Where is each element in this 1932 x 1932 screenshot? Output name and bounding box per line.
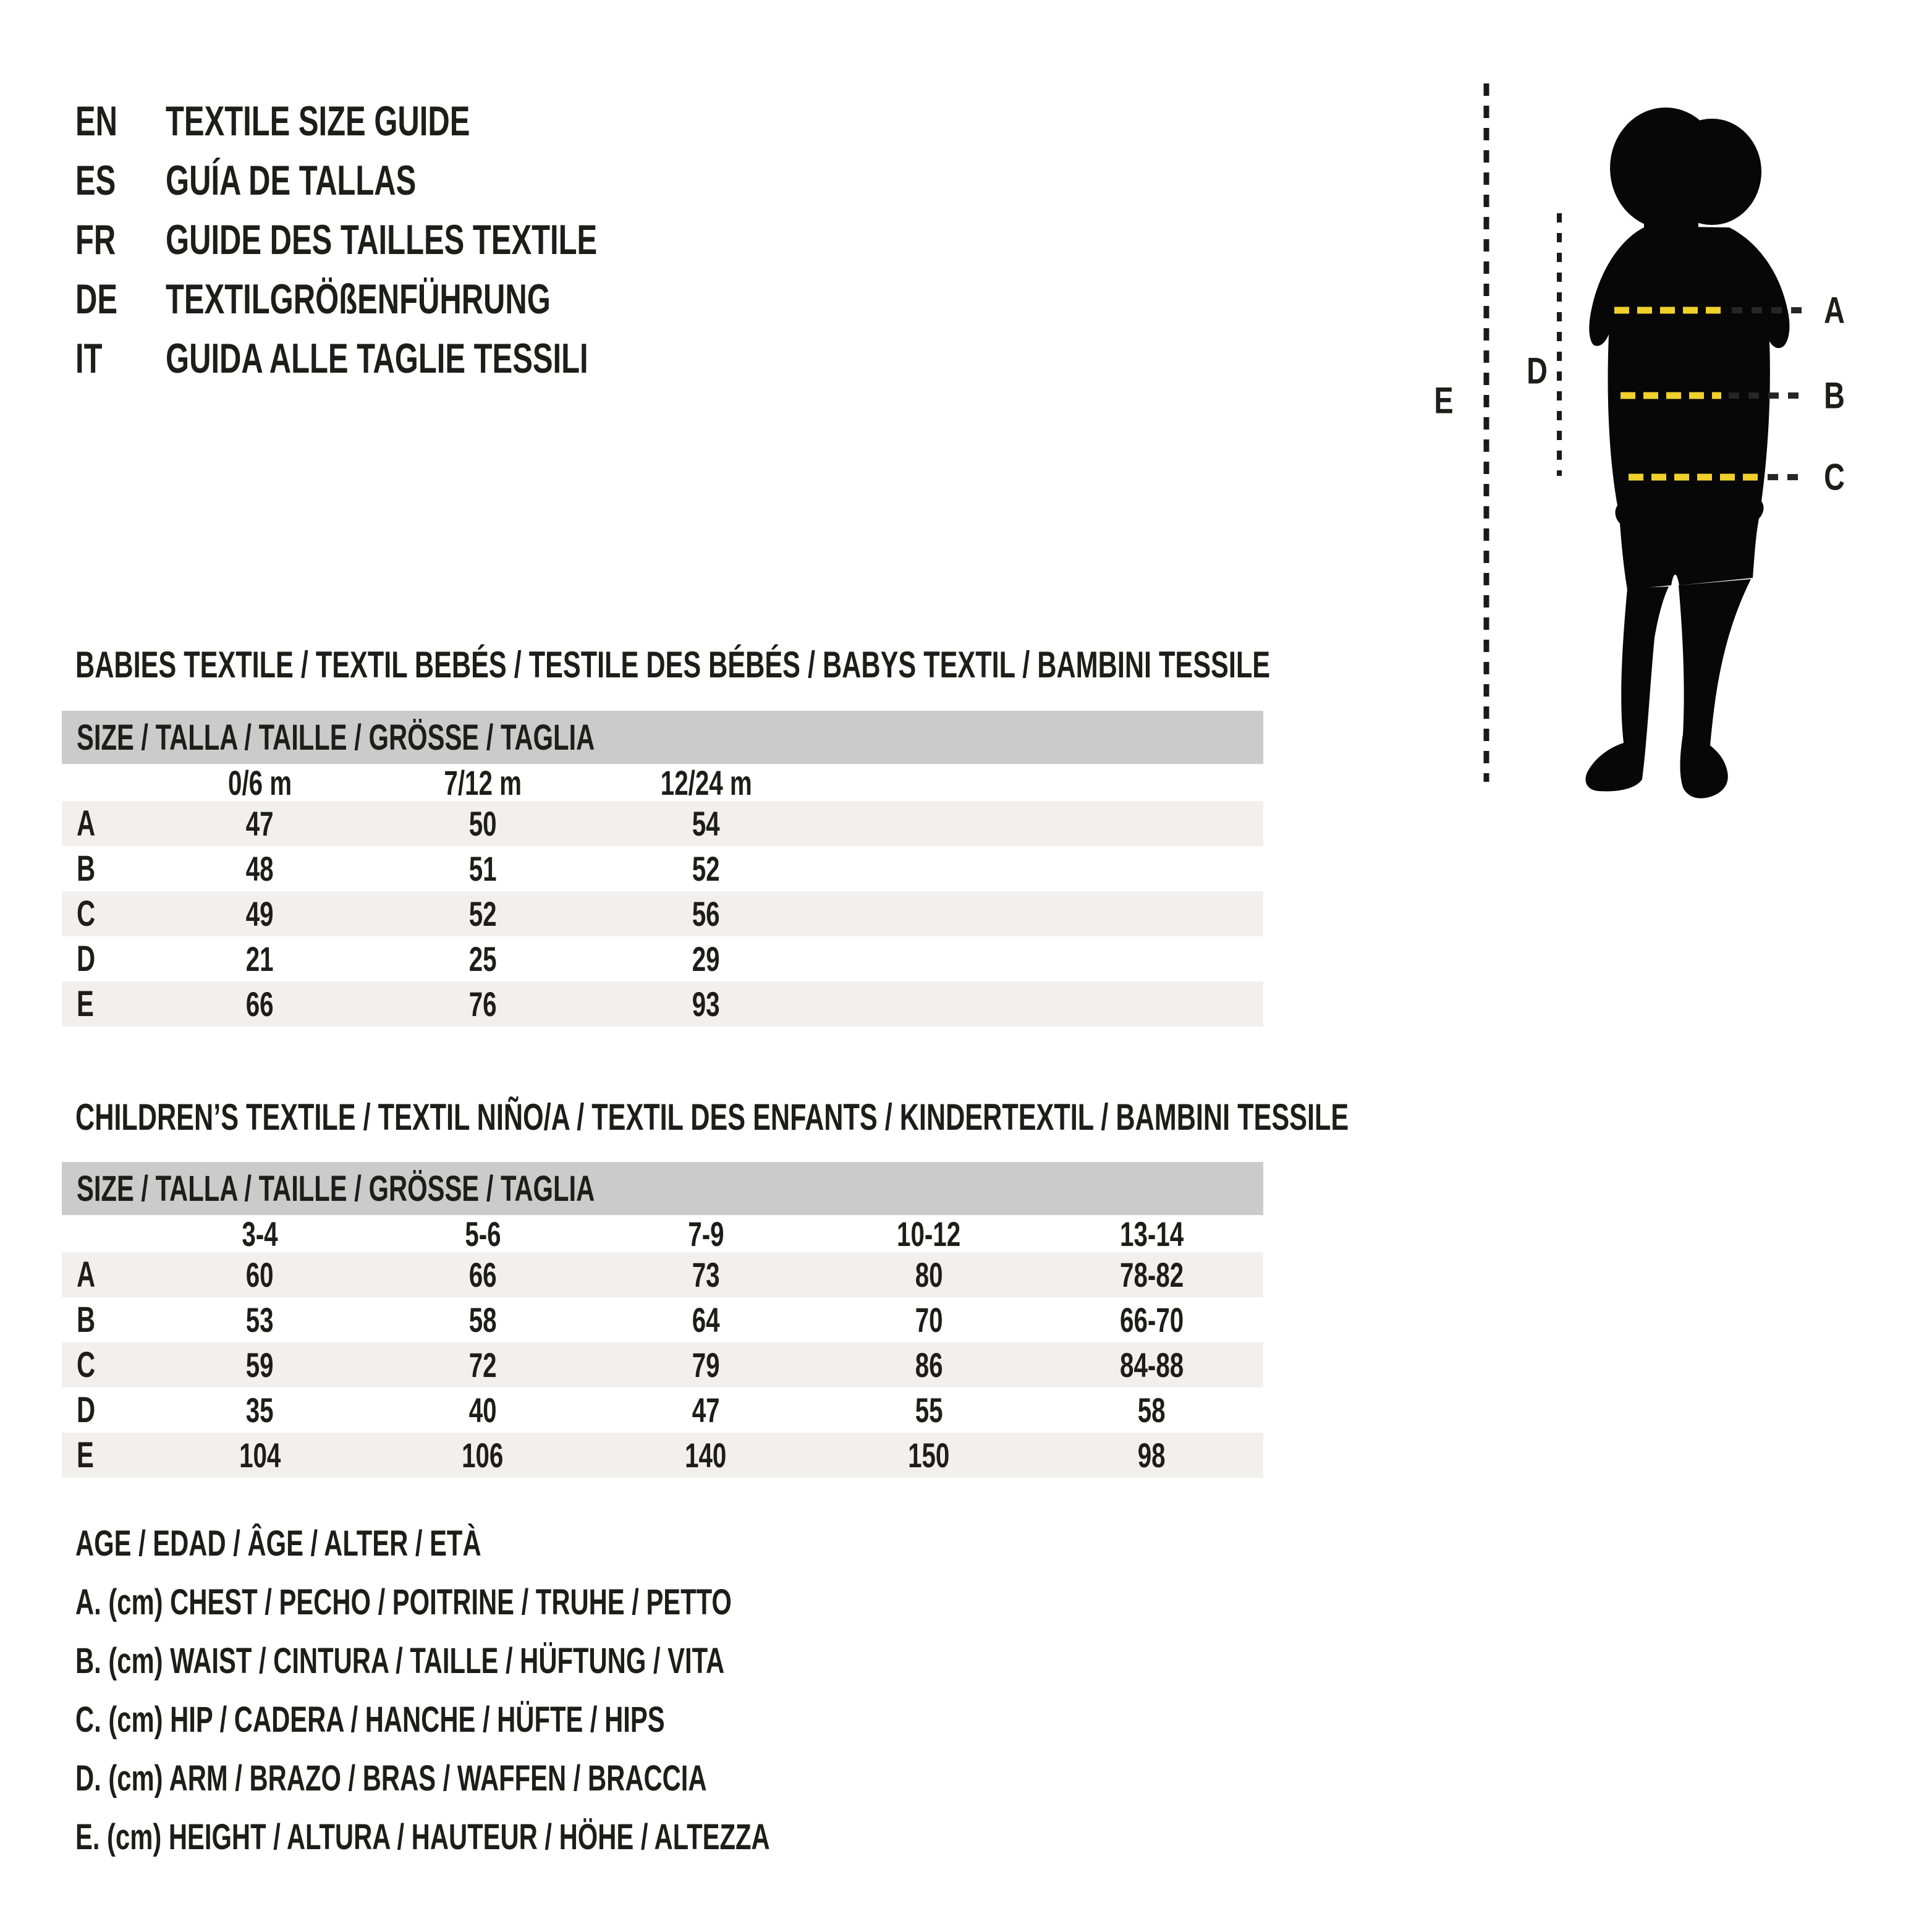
legend-age <box>75 1522 639 1565</box>
cell-value: 49 <box>246 894 274 933</box>
language-code-de: DE <box>75 276 118 323</box>
table-row <box>62 936 1263 981</box>
children-table-header-text: SIZE / TALLA / TAILLE / GRÖSSE / TAGLIA <box>77 1168 595 1209</box>
language-title-es: GUÍA DE TALLAS <box>166 157 417 204</box>
cell-value: 60 <box>245 1255 274 1294</box>
cell-value: 47 <box>246 804 274 843</box>
figure-label-arm-d: D <box>1527 350 1548 392</box>
legend-waist <box>75 1639 977 1682</box>
legend-chest <box>75 1580 987 1624</box>
cell-value: 66-70 <box>1120 1300 1184 1339</box>
children-table-header-bar <box>62 1162 1263 1215</box>
cell-value: 106 <box>462 1436 504 1475</box>
cell-value: 150 <box>908 1436 950 1475</box>
children-col-10-12: 10-12 <box>897 1214 961 1253</box>
cell-value: 66 <box>246 985 274 1023</box>
legend-height-text: E. (cm) HEIGHT / ALTURA / HAUTEUR / HÖHE / ALTEZZA <box>75 1816 770 1857</box>
cell-value: 52 <box>692 849 720 888</box>
language-code-fr: FR <box>75 216 116 263</box>
row-label: A <box>77 803 96 844</box>
children-column-header-row <box>62 1215 1263 1252</box>
cell-value: 51 <box>469 849 497 888</box>
cell-value: 59 <box>245 1345 274 1384</box>
table-row <box>62 1388 1263 1433</box>
babies-column-header-row <box>62 764 1263 801</box>
language-row-de <box>75 269 765 329</box>
children-size-table <box>62 1162 1263 1478</box>
babies-col-0-6m: 0/6 m <box>227 763 292 802</box>
cell-value: 140 <box>685 1436 727 1475</box>
language-title-en: TEXTILE SIZE GUIDE <box>166 98 470 145</box>
cell-value: 93 <box>692 985 720 1023</box>
children-section-title <box>75 1095 1844 1138</box>
figure-label-waist-b: B <box>1824 375 1845 417</box>
cell-value: 25 <box>469 939 497 978</box>
babies-section-title <box>75 643 1735 686</box>
legend-chest-text: A. (cm) CHEST / PECHO / POITRINE / TRUHE / PETTO <box>75 1582 732 1622</box>
babies-table-header-text: SIZE / TALLA / TAILLE / GRÖSSE / TAGLIA <box>77 717 595 758</box>
table-row <box>62 981 1263 1027</box>
legend-hip <box>75 1698 894 1741</box>
row-label: D <box>77 939 96 979</box>
children-col-7-9: 7-9 <box>687 1214 724 1253</box>
cell-value: 104 <box>239 1436 281 1475</box>
language-title-de: TEXTILGRÖßENFÜHRUNG <box>166 276 551 323</box>
child-silhouette-figure <box>1409 62 1932 803</box>
language-row-en <box>75 91 765 151</box>
cell-value: 53 <box>245 1300 274 1339</box>
table-row <box>62 1252 1263 1297</box>
table-row <box>62 891 1263 936</box>
cell-value: 86 <box>915 1345 943 1384</box>
babies-col-12-24m: 12/24 m <box>660 763 752 802</box>
row-label: D <box>77 1390 96 1430</box>
cell-value: 73 <box>692 1255 720 1294</box>
table-row <box>62 801 1263 846</box>
language-title-fr: GUIDE DES TAILLES TEXTILE <box>166 216 598 263</box>
cell-value: 84-88 <box>1120 1345 1184 1384</box>
cell-value: 55 <box>915 1391 943 1430</box>
legend-height <box>75 1815 1040 1858</box>
cell-value: 58 <box>468 1300 497 1339</box>
cell-value: 29 <box>692 939 720 978</box>
cell-value: 48 <box>246 849 274 888</box>
cell-value: 50 <box>469 804 497 843</box>
child-silhouette <box>1585 108 1789 799</box>
figure-label-chest-a: A <box>1824 289 1845 331</box>
legend-arm-text: D. (cm) ARM / BRAZO / BRAS / WAFFEN / BRACCIA <box>75 1758 707 1799</box>
table-row <box>62 1342 1263 1388</box>
babies-table-header-bar <box>62 711 1263 764</box>
legend-age-text: AGE / EDAD / ÂGE / ALTER / ETÀ <box>75 1523 481 1564</box>
language-title-it: GUIDA ALLE TAGLIE TESSILI <box>166 335 588 382</box>
cell-value: 79 <box>692 1345 720 1384</box>
cell-value: 70 <box>915 1300 943 1339</box>
language-title-block <box>75 91 765 388</box>
row-label: B <box>77 849 96 889</box>
children-section-title-text: CHILDREN’S TEXTILE / TEXTIL NIÑO/A / TEXTIL DES ENFANTS / KINDERTEXTIL / BAMBINI TESSILE <box>75 1096 1349 1138</box>
cell-value: 35 <box>245 1391 274 1430</box>
row-label: C <box>77 894 96 934</box>
table-row <box>62 1297 1263 1342</box>
cell-value: 72 <box>468 1345 497 1384</box>
language-code-en: EN <box>75 98 118 145</box>
row-label: E <box>77 984 94 1024</box>
language-row-it <box>75 329 765 388</box>
figure-label-hip-c: C <box>1824 456 1845 498</box>
babies-size-table <box>62 711 1263 1027</box>
row-label: A <box>77 1255 96 1295</box>
cell-value: 78-82 <box>1120 1255 1184 1294</box>
table-row <box>62 846 1263 891</box>
cell-value: 64 <box>692 1300 720 1339</box>
babies-col-7-12m: 7/12 m <box>444 763 522 802</box>
language-row-es <box>75 151 765 210</box>
cell-value: 98 <box>1138 1436 1166 1475</box>
children-col-13-14: 13-14 <box>1120 1214 1184 1253</box>
cell-value: 76 <box>469 985 497 1023</box>
cell-value: 40 <box>468 1391 497 1430</box>
cell-value: 80 <box>915 1255 943 1294</box>
cell-value: 66 <box>468 1255 497 1294</box>
language-code-es: ES <box>75 157 116 204</box>
row-label: C <box>77 1345 96 1385</box>
babies-section-title-text: BABIES TEXTILE / TEXTIL BEBÉS / TESTILE DES BÉBÉS / BABYS TEXTIL / BAMBINI TESSILE <box>75 643 1271 685</box>
cell-value: 58 <box>1138 1391 1166 1430</box>
legend-waist-text: B. (cm) WAIST / CINTURA / TAILLE / HÜFTUNG / VITA <box>75 1640 725 1681</box>
cell-value: 21 <box>246 939 274 978</box>
cell-value: 54 <box>692 804 720 843</box>
cell-value: 47 <box>692 1391 720 1430</box>
legend-arm <box>75 1756 952 1800</box>
cell-value: 56 <box>692 894 720 933</box>
row-label: B <box>77 1300 96 1340</box>
legend-hip-text: C. (cm) HIP / CADERA / HANCHE / HÜFTE / HIPS <box>75 1699 665 1740</box>
children-col-3-4: 3-4 <box>242 1214 278 1253</box>
children-col-5-6: 5-6 <box>465 1214 501 1253</box>
language-row-fr <box>75 210 765 269</box>
table-row <box>62 1433 1263 1478</box>
cell-value: 52 <box>469 894 497 933</box>
language-code-it: IT <box>75 335 103 382</box>
figure-label-height-e: E <box>1434 379 1454 422</box>
row-label: E <box>77 1435 94 1475</box>
